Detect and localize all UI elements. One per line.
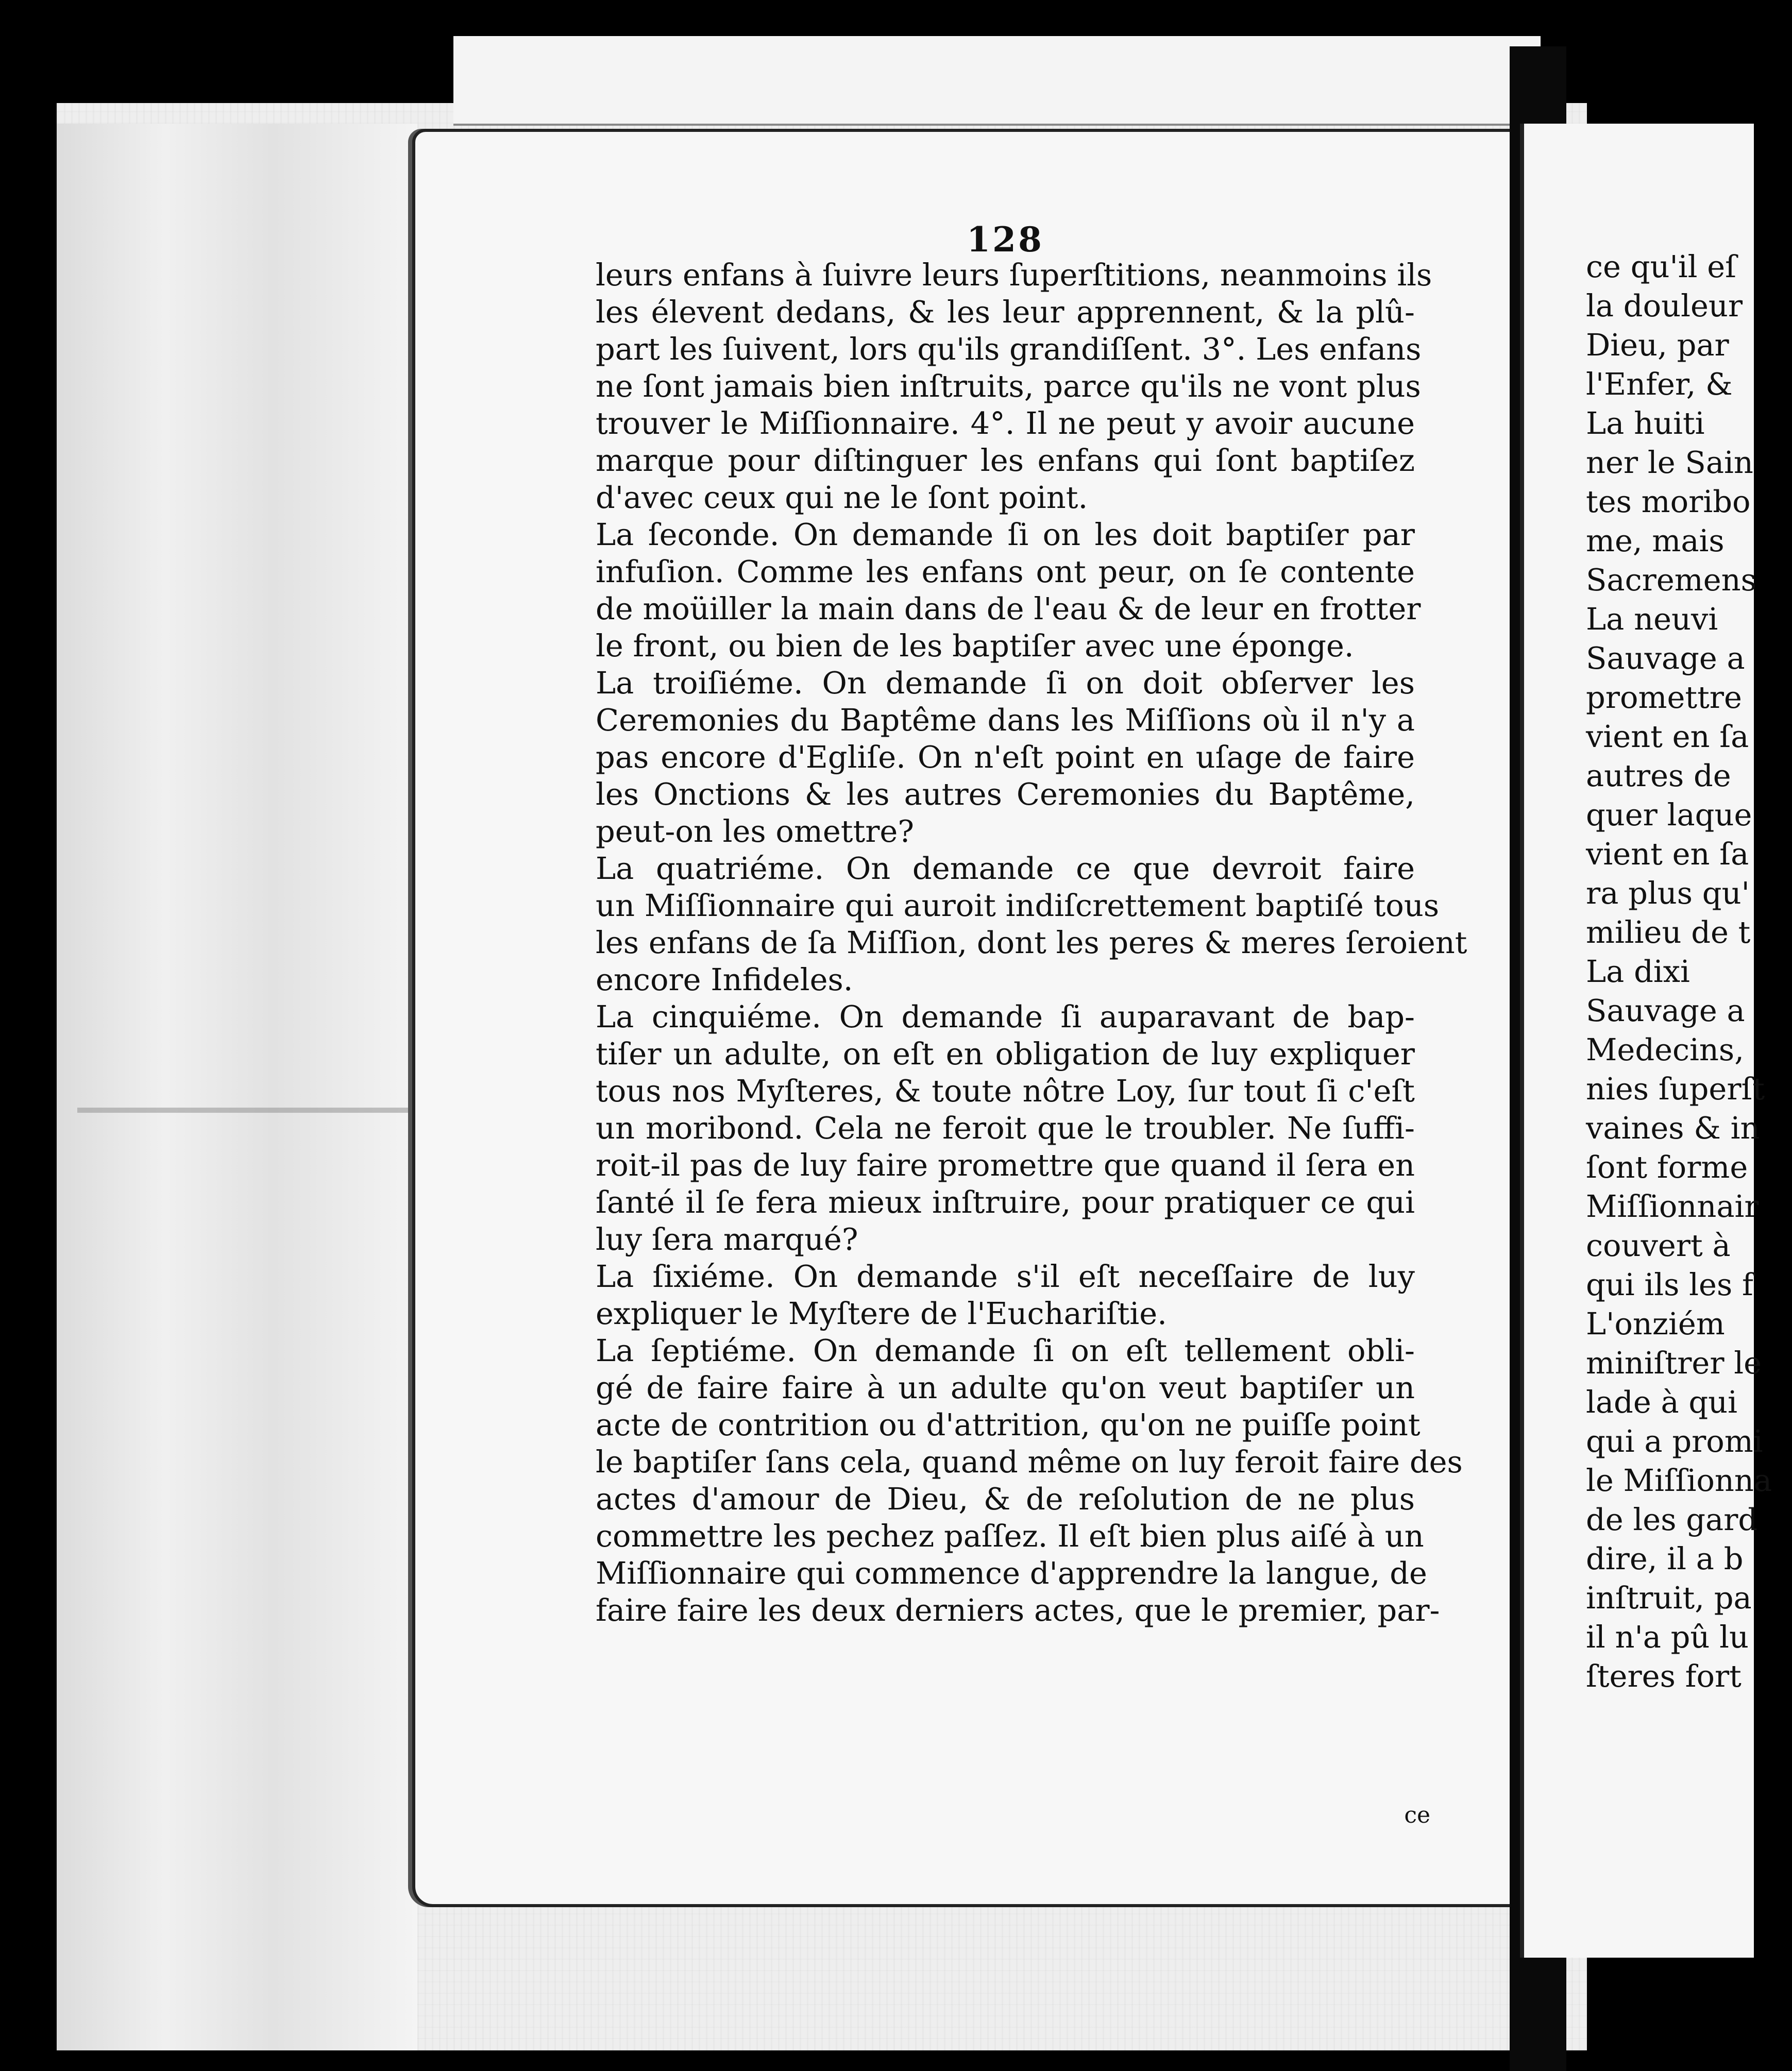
text-line: infuſion. Comme les enfans ont peur, on ſe contente [596, 554, 1415, 589]
text-line: un Miſſionnaire qui auroit indiſcrettement baptiſé tous [596, 888, 1440, 923]
text-line: il n'a pû lu [1586, 1619, 1749, 1655]
folded-flyleaf [57, 124, 417, 2050]
top-paper-strip [453, 36, 1541, 126]
text-line: l'Enfer, & [1586, 366, 1733, 402]
text-line: miniſtrer le [1586, 1345, 1762, 1381]
text-line: tes moribo [1586, 484, 1751, 519]
text-line: le baptiſer ſans cela, quand même on luy feroit faire des [596, 1444, 1463, 1480]
text-line: acte de contrition ou d'attrition, qu'on ne puiſſe point [596, 1407, 1421, 1442]
right-page [1520, 124, 1772, 1958]
text-line: lade à qui [1586, 1384, 1738, 1420]
text-line: luy ſera marqué? [596, 1221, 858, 1257]
text-line: La ſeconde. On demande ſi on les doit baptiſer par [596, 517, 1415, 552]
text-line: vient en ſa [1586, 719, 1749, 754]
text-line: le Miſſionna [1586, 1463, 1772, 1498]
text-line: couvert à [1586, 1228, 1731, 1263]
text-line: les élevent dedans, & les leur apprennent, & la plû- [596, 294, 1415, 330]
right-page-text [1586, 247, 1792, 1696]
page-number: 128 [967, 219, 1044, 260]
text-line: ne ſont jamais bien inſtruits, parce qu'ils ne vont plus [596, 368, 1421, 404]
text-line: ner le Sain [1586, 445, 1753, 480]
text-line: promettre [1586, 680, 1742, 715]
text-line: dire, il a b [1586, 1541, 1744, 1576]
text-line: les Onctions & les autres Ceremonies du Baptême, [596, 776, 1415, 812]
text-line: ſanté il ſe fera mieux inſtruire, pour pratiquer ce qui [596, 1184, 1415, 1220]
text-line: marque pour diſtinguer les enfans qui ſont baptiſez [596, 443, 1415, 478]
text-line: ra plus qu' [1586, 875, 1750, 911]
text-line: commettre les pechez paſſez. Il eſt bien plus aiſé à un [596, 1518, 1424, 1554]
text-line: les enfans de ſa Miſſion, dont les peres & meres ſeroient [596, 925, 1467, 960]
text-line: d'avec ceux qui ne le ſont point. [596, 480, 1088, 515]
text-line: un moribond. Cela ne feroit que le troubler. Ne ſuffi- [596, 1110, 1415, 1146]
text-line: Sacremens [1586, 562, 1756, 598]
text-line: leurs enfans à ſuivre leurs ſuperſtitions, neanmoins ils [596, 257, 1432, 293]
text-line: Miſſionnair [1586, 1189, 1759, 1224]
catchword: ce [1404, 1802, 1430, 1828]
text-line: roit-il pas de luy faire promettre que quand il ſera en [596, 1147, 1415, 1183]
text-line: faire faire les deux derniers actes, que le premier, par- [596, 1592, 1440, 1628]
text-line: gé de faire faire à un adulte qu'on veut baptiſer un [596, 1370, 1415, 1405]
fold-crease [77, 1108, 417, 1113]
text-line: qui a promi [1586, 1423, 1763, 1459]
text-line: Ceremonies du Baptême dans les Miſſions où il n'y a [596, 702, 1415, 738]
text-line: La cinquiéme. On demande ſi auparavant de bap- [596, 999, 1415, 1034]
left-page [412, 129, 1516, 1907]
text-line: La neuvi [1586, 601, 1718, 637]
text-line: la douleur [1586, 288, 1743, 324]
text-line: vient en ſa [1586, 836, 1749, 872]
text-line: tous nos Myſteres, & toute nôtre Loy, ſur tout ſi c'eſt [596, 1073, 1415, 1109]
text-line: vaines & in [1586, 1110, 1760, 1146]
text-line: milieu de t [1586, 914, 1751, 950]
text-line: Sauvage a [1586, 640, 1745, 676]
text-line: actes d'amour de Dieu, & de reſolution de ne plus [596, 1481, 1415, 1517]
text-line: inſtruit, pa [1586, 1580, 1752, 1616]
text-line: La troiſiéme. On demande ſi on doit obſerver les [596, 665, 1415, 701]
text-line: ſteres fort [1586, 1658, 1742, 1694]
text-line: Sauvage a [1586, 993, 1745, 1028]
text-line: La huiti [1586, 405, 1705, 441]
text-line: ce qu'il eſ [1586, 249, 1736, 284]
text-line: de moüiller la main dans de l'eau & de leur en frotter [596, 591, 1421, 626]
text-line: le front, ou bien de les baptiſer avec une éponge. [596, 628, 1354, 664]
text-line: Medecins, [1586, 1032, 1744, 1067]
text-line: autres de [1586, 758, 1731, 793]
text-line: ſont forme [1586, 1149, 1748, 1185]
text-line: expliquer le Myſtere de l'Euchariſtie. [596, 1296, 1167, 1331]
text-line: L'onziém [1586, 1306, 1725, 1342]
text-line: peut-on les omettre? [596, 813, 914, 849]
text-line: quer laque [1586, 797, 1752, 833]
text-line: me, mais [1586, 523, 1725, 558]
text-line: tiſer un adulte, on eſt en obligation de luy expliquer [596, 1036, 1415, 1072]
text-line: La dixi [1586, 954, 1690, 989]
text-line: part les ſuivent, lors qu'ils grandiſſent. 3°. Les enfans [596, 331, 1422, 367]
text-line: trouver le Miſſionnaire. 4°. Il ne peut y avoir aucune [596, 405, 1415, 441]
text-line: Miſſionnaire qui commence d'apprendre la langue, de [596, 1555, 1427, 1591]
text-line: nies ſuperſt [1586, 1071, 1765, 1107]
text-line: de les gard [1586, 1502, 1758, 1537]
text-line: encore Infideles. [596, 962, 853, 997]
text-line: qui ils les f [1586, 1267, 1753, 1302]
text-line: pas encore d'Egliſe. On n'eſt point en uſage de faire [596, 739, 1415, 775]
text-line: La quatriéme. On demande ce que devroit faire [596, 851, 1415, 886]
text-line: La ſeptiéme. On demande ſi on eſt tellement obli- [596, 1333, 1415, 1368]
text-line: Dieu, par [1586, 327, 1729, 363]
left-page-text [596, 257, 1467, 1629]
text-line: La ſixiéme. On demande s'il eſt neceſſaire de luy [596, 1259, 1415, 1294]
